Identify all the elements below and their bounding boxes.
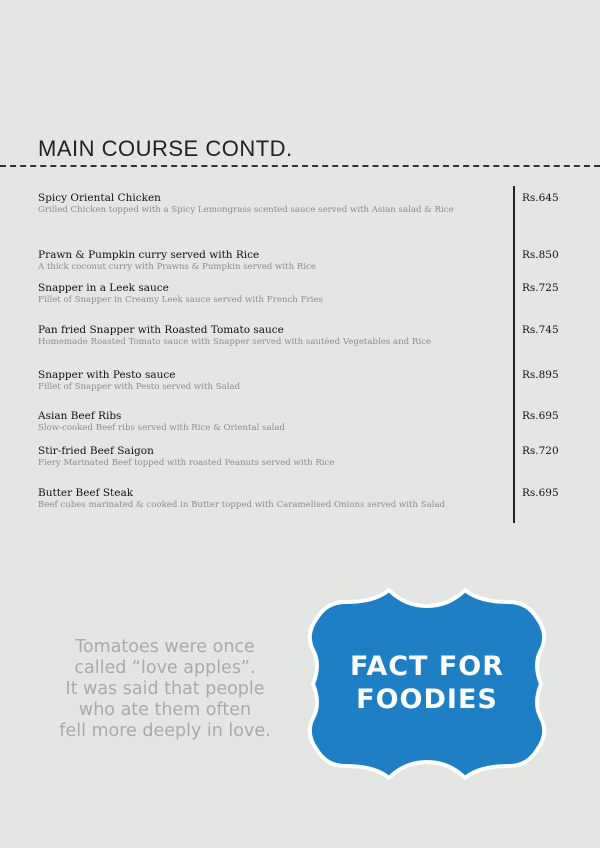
menu-item-name: Snapper in a Leek sauce <box>38 282 169 294</box>
menu-item <box>38 282 498 306</box>
menu-item-description: Homemade Roasted Tomato sauce with Snapper served with sautéed Vegetables and Rice <box>38 337 431 347</box>
menu-item-name: Snapper with Pesto sauce <box>38 369 176 381</box>
menu-item <box>38 249 498 273</box>
menu-item-description: Slow-cooked Beef ribs served with Rice & Oriental salad <box>38 423 285 433</box>
price-column-divider <box>513 186 515 523</box>
menu-item-name: Stir-fried Beef Saigon <box>38 445 154 457</box>
menu-item-description: Beef cubes marinated & cooked in Butter topped with Caramelised Onions served with Salad <box>38 500 446 510</box>
fact-line: who ate them often <box>78 700 252 720</box>
menu-item-price: Rs.645 <box>522 192 559 204</box>
section-title: MAIN COURSE CONTD. <box>38 136 293 161</box>
menu-item <box>38 192 498 216</box>
menu-item-description: Fiery Marinated Beef topped with roasted Peanuts served with Rice <box>38 458 335 468</box>
menu-item-description: Fillet of Snapper with Pesto served with Salad <box>38 382 241 392</box>
menu-item-price: Rs.895 <box>522 369 559 381</box>
menu-item-description: A thick coconut curry with Prawns & Pumpkin served with Rice <box>38 262 316 272</box>
menu-item-price: Rs.850 <box>522 249 559 261</box>
menu-item <box>38 487 498 511</box>
menu-item <box>38 445 498 469</box>
dashed-divider <box>0 165 600 167</box>
menu-item <box>38 410 498 434</box>
menu-item-price: Rs.725 <box>522 282 559 294</box>
badge-line: FOODIES <box>356 684 498 715</box>
menu-item <box>38 324 498 348</box>
menu-item-name: Pan fried Snapper with Roasted Tomato sauce <box>38 324 284 336</box>
fact-line: It was said that people <box>65 679 265 699</box>
menu-item-description: Grilled Chicken topped with a Spicy Lemongrass scented sauce served with Asian salad & Rice <box>38 205 454 215</box>
fact-line: Tomatoes were once <box>75 637 255 657</box>
menu-item <box>38 369 498 393</box>
fact-line: called “love apples”. <box>74 658 256 678</box>
menu-item-price: Rs.745 <box>522 324 559 336</box>
menu-item-price: Rs.695 <box>522 487 559 499</box>
menu-item-name: Asian Beef Ribs <box>38 410 122 422</box>
menu-item-name: Spicy Oriental Chicken <box>38 192 161 204</box>
menu-item-price: Rs.720 <box>522 445 559 457</box>
badge-line: FACT FOR <box>349 651 505 682</box>
fact-text <box>15 637 315 742</box>
menu-item-description: Fillet of Snapper in Creamy Leek sauce served with French Fries <box>38 295 323 305</box>
menu-item-name: Butter Beef Steak <box>38 487 134 499</box>
menu-item-price: Rs.695 <box>522 410 559 422</box>
fact-line: fell more deeply in love. <box>59 721 271 741</box>
badge-text <box>305 650 549 716</box>
menu-item-name: Prawn & Pumpkin curry served with Rice <box>38 249 260 261</box>
